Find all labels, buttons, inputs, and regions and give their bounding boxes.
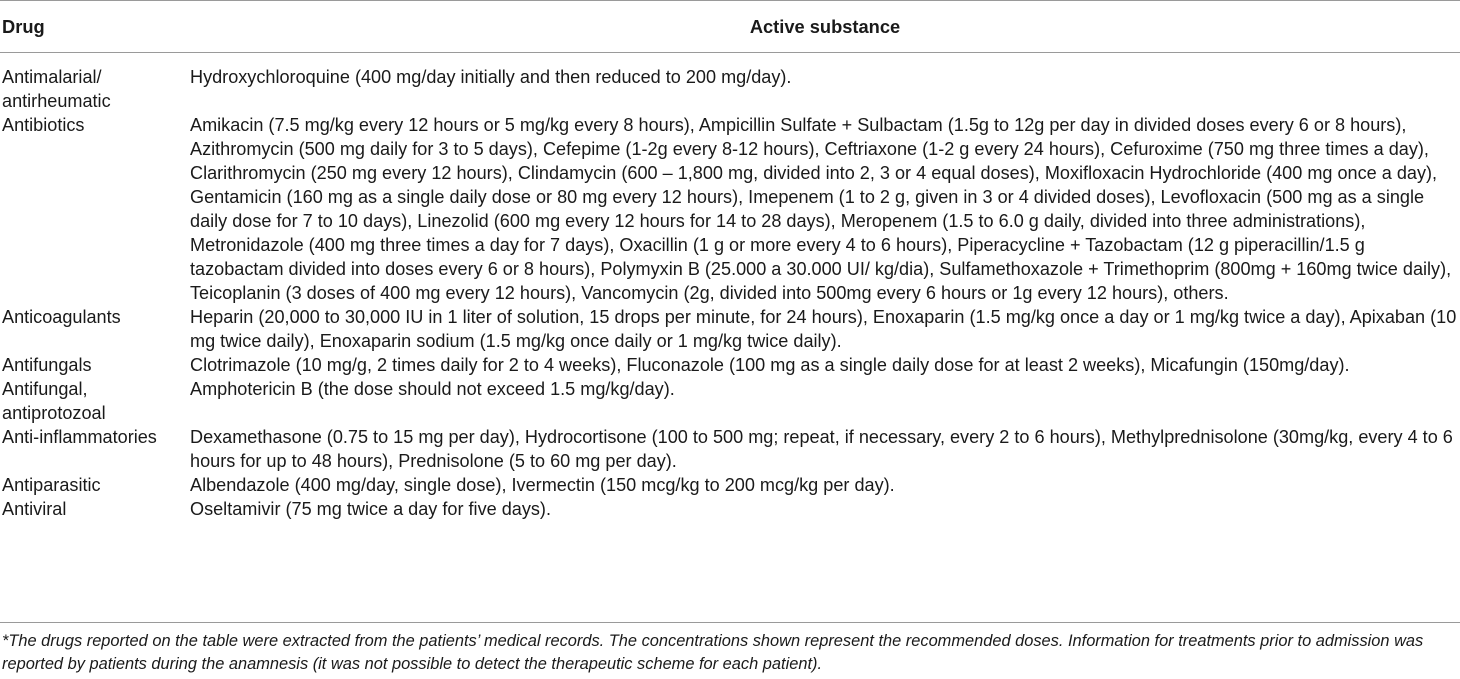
table-row <box>0 113 1460 305</box>
drug-cell: Anticoagulants <box>2 307 121 327</box>
substance-cell: Clotrimazole (10 mg/g, 2 times daily for 2 to 4 weeks), Fluconazole (100 mg as a single daily dose for at least 2 weeks), Micafungin (150mg/day). <box>190 355 1350 375</box>
header-drug: Drug <box>0 1 190 53</box>
substance-cell: Dexamethasone (0.75 to 15 mg per day), Hydrocortisone (100 to 500 mg; repeat, if necessary, every 2 to 6 hours), Methylprednisolone (30mg/kg, every 4 to 6 hours for up to 48 hours), Prednisolone (5 to 60 mg per day). <box>190 427 1453 471</box>
drug-cell: Antimalarial/ antirheumatic <box>2 67 111 111</box>
table-row <box>0 53 1460 114</box>
drug-cell: Antiparasitic <box>2 475 101 495</box>
substance-cell: Albendazole (400 mg/day, single dose), Ivermectin (150 mcg/kg to 200 mcg/kg per day). <box>190 475 895 495</box>
header-active-substance: Active substance <box>190 1 1460 53</box>
table-row <box>0 473 1460 497</box>
table-row <box>0 497 1460 521</box>
table-row <box>0 377 1460 425</box>
table-body <box>0 53 1460 522</box>
table-footnote: *The drugs reported on the table were extracted from the patients’ medical records. The concentrations shown represent the recommended doses. Information for treatments prior to admission was reported by patients during the anamnesis (it was not possible to detect the therapeutic scheme for each patient). <box>0 622 1460 676</box>
substance-cell: Hydroxychloroquine (400 mg/day initially and then reduced to 200 mg/day). <box>190 67 792 87</box>
table-row <box>0 425 1460 473</box>
substance-cell: Amikacin (7.5 mg/kg every 12 hours or 5 mg/kg every 8 hours), Ampicillin Sulfate + Sulbactam (1.5g to 12g per day in divided doses every 6 or 8 hours), Azithromycin (500 mg daily for 3 to 5 days), Cefepime (1-2g every 8-12 hours), Ceftriaxone (1-2 g every 24 hours), Cefuroxime (750 mg three times a day), Clarithromycin (250 mg every 12 hours), Clindamycin (600 – 1,800 mg, divided into 2, 3 or 4 equal doses), Moxifloxacin Hydrochloride (400 mg once a day), Gentamicin (160 mg as a single daily dose or 80 mg every 12 hours), Imepenem (1 to 2 g, given in 3 or 4 divided doses), Levofloxacin (500 mg as a single daily dose for 7 to 10 days), Linezolid (600 mg every 12 hours for 14 to 28 days), Meropenem (1.5 to 6.0 g daily, divided into three administrations), Metronidazole (400 mg three times a day for 7 days), Oxacillin (1 g or more every 4 to 6 hours), Piperacycline + Tazobactam (12 g piperacillin/1.5 g tazobactam divided into doses every 6 or 8 hours), Polymyxin B (25.000 a 30.000 UI/ kg/dia), Sulfamethoxazole + Trimethoprim (800mg + 160mg twice daily), Teicoplanin (3 doses of 400 mg every 12 hours), Vancomycin (2g, divided into 500mg every 6 hours or 1g every 12 hours), others. <box>190 115 1452 303</box>
substance-cell: Oseltamivir (75 mg twice a day for five days). <box>190 499 551 519</box>
drug-cell: Antibiotics <box>2 115 85 135</box>
drug-cell: Antifungal, antiprotozoal <box>2 379 106 423</box>
drug-cell: Antifungals <box>2 355 92 375</box>
substance-cell: Amphotericin B (the dose should not exceed 1.5 mg/kg/day). <box>190 379 675 399</box>
table-row <box>0 353 1460 377</box>
drug-cell: Antiviral <box>2 499 67 519</box>
drug-cell: Anti-inflammatories <box>2 427 157 447</box>
table-row <box>0 305 1460 353</box>
substance-cell: Heparin (20,000 to 30,000 IU in 1 liter of solution, 15 drops per minute, for 24 hours), Enoxaparin (1.5 mg/kg once a day or 1 mg/kg twice a day), Apixaban (10 mg twice daily), Enoxaparin sodium (1.5 mg/kg once daily or 1 mg/kg twice daily). <box>190 307 1457 351</box>
header-row <box>0 1 1460 53</box>
table-header <box>0 1 1460 53</box>
